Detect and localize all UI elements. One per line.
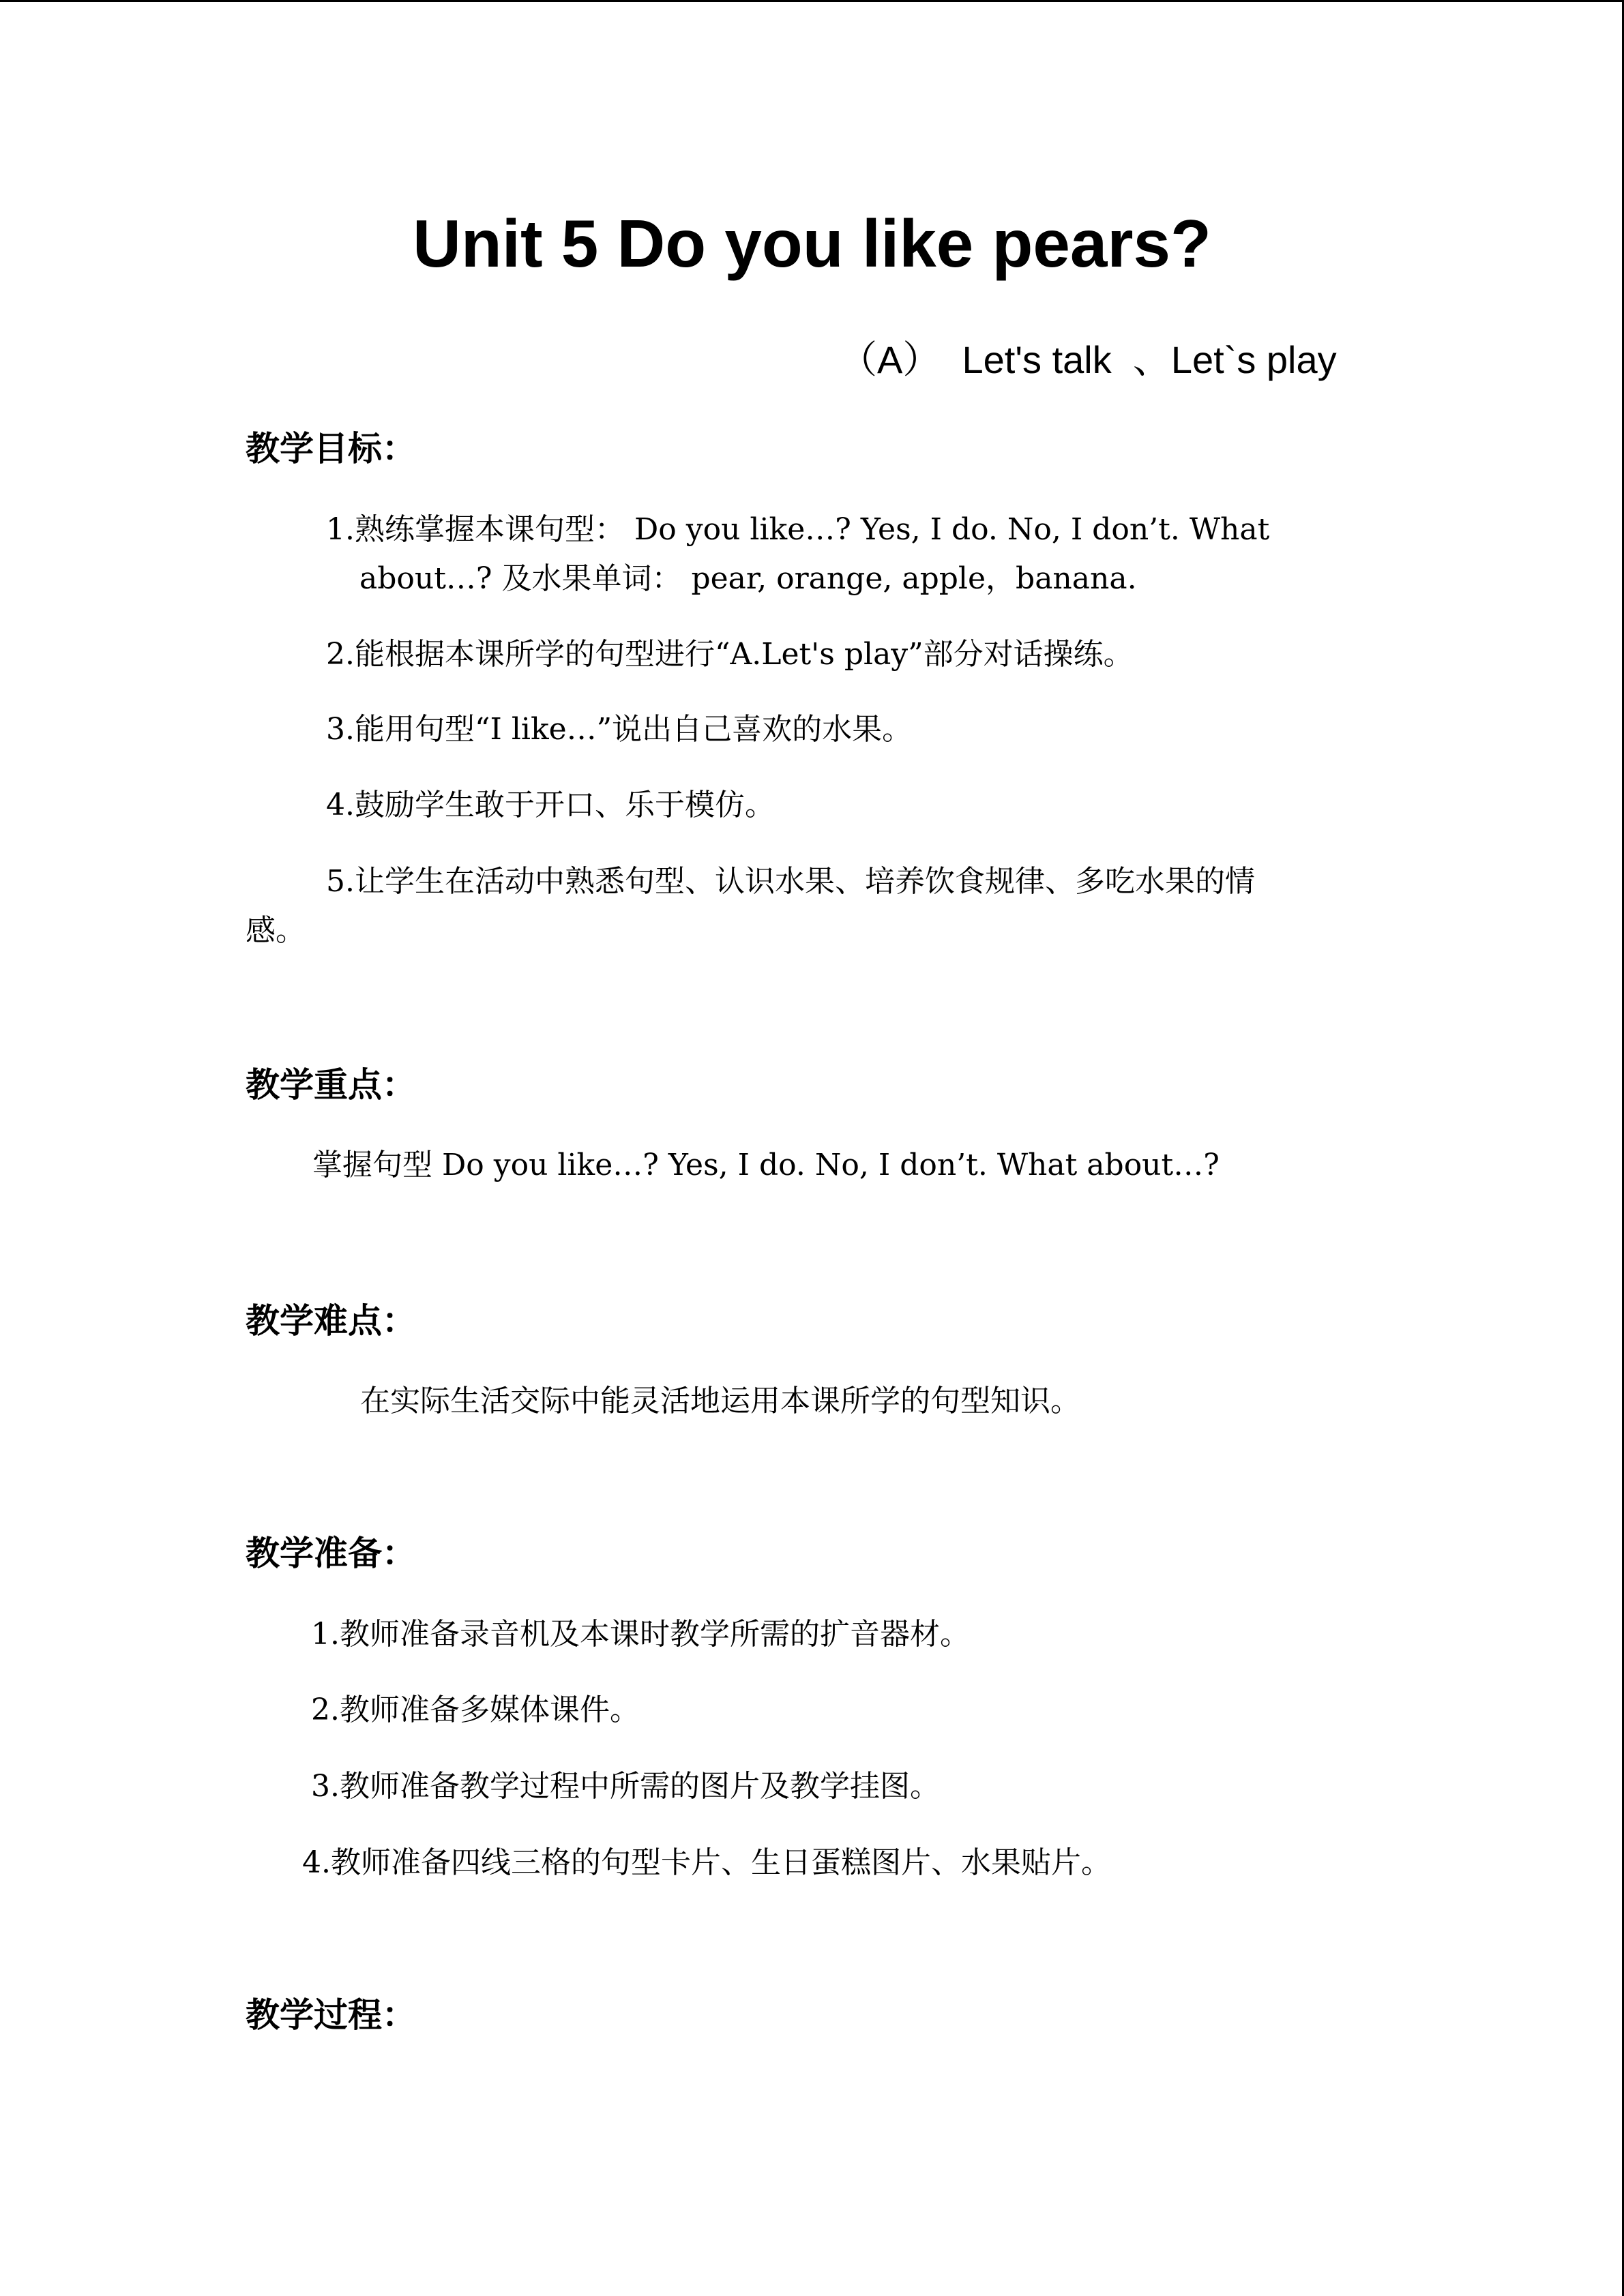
key-points-text: 掌握句型 Do you like…? Yes, I do. No, I don’t. What about…?: [312, 1148, 1220, 1182]
preparation-item-1: 1.教师准备录音机及本课时教学所需的扩音器材。: [311, 1617, 970, 1652]
objective-item-2: 2.能根据本课所学的句型进行“A.Let's play”部分对话操练。: [326, 637, 1134, 672]
objective-item-5-continued: 感。: [246, 913, 306, 948]
preparation-item-2: 2.教师准备多媒体课件。: [311, 1693, 640, 1727]
objective-item-5: 5.让学生在活动中熟悉句型、认识水果、培养饮食规律、多吃水果的情: [326, 864, 1255, 899]
preparation-item-3: 3.教师准备教学过程中所需的图片及教学挂图。: [311, 1769, 940, 1804]
objectives-heading: 教学目标：: [246, 429, 416, 468]
objective-item-3: 3.能用句型“I like…”说出自己喜欢的水果。: [326, 712, 913, 747]
preparation-item-4: 4.教师准备四线三格的句型卡片、生日蛋糕图片、水果贴片。: [302, 1845, 1111, 1880]
document-subtitle: （A） Let's talk 、Let`s play: [839, 338, 1337, 381]
objective-item-1: 1.熟练掌握本课句型： Do you like…? Yes, I do. No, I don’t. What: [326, 512, 1270, 547]
key-points-heading: 教学重点：: [246, 1065, 416, 1105]
page-border-top: [0, 0, 1624, 2]
difficulties-heading: 教学难点：: [246, 1301, 416, 1341]
process-heading: 教学过程：: [246, 1995, 416, 2035]
objective-item-1-continued: about…? 及水果单词： pear, orange, apple，banana.: [359, 561, 1137, 596]
difficulties-text: 在实际生活交际中能灵活地运用本课所学的句型知识。: [360, 1384, 1080, 1418]
preparation-heading: 教学准备：: [246, 1534, 416, 1573]
document-title: Unit 5 Do you like pears?: [413, 206, 1211, 281]
objective-item-4: 4.鼓励学生敢于开口、乐于模仿。: [326, 788, 775, 822]
